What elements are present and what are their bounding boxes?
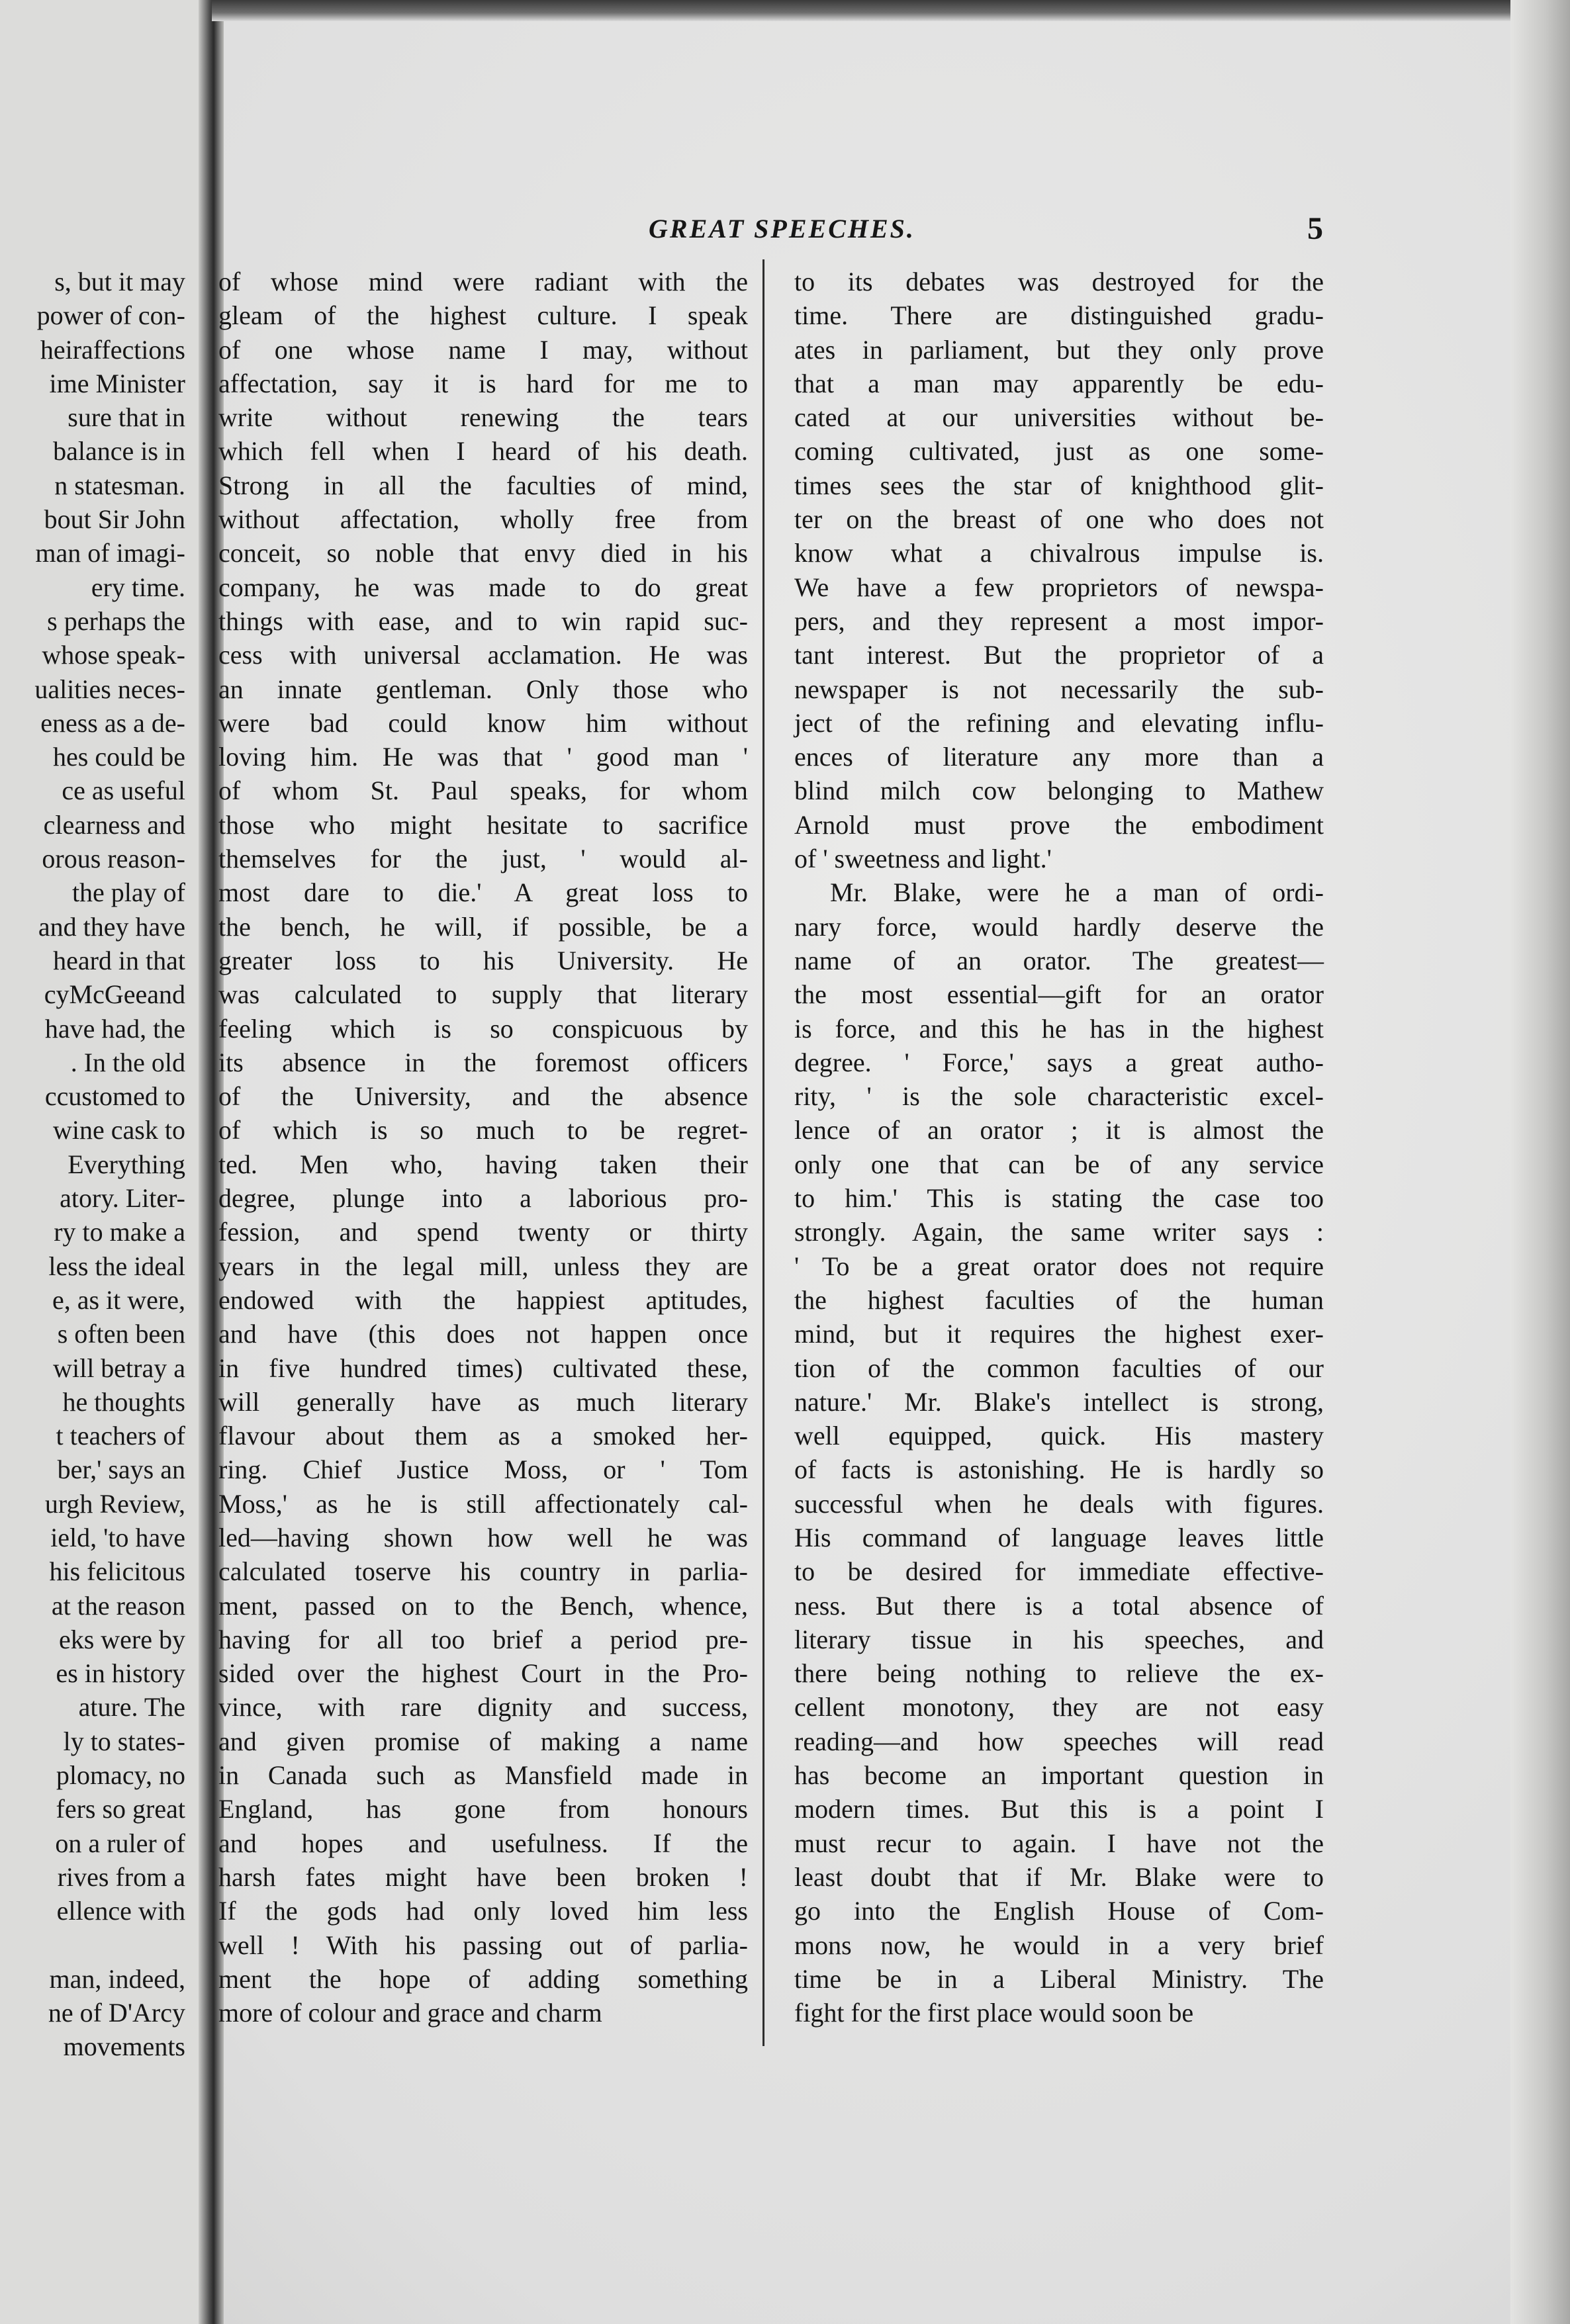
text-line: We have a few proprietors of newspa- [794, 572, 1324, 602]
text-line: fers so great [56, 1794, 185, 1824]
text-line: an innate gentleman. Only those who [218, 674, 748, 704]
text-line: of whose mind were radiant with the [218, 267, 748, 296]
text-line: ences of literature any more than a [794, 742, 1324, 772]
text-line: rity, ' is the sole characteristic excel- [794, 1081, 1324, 1112]
text-line: Arnold must prove the embodiment [794, 809, 1324, 840]
text-line: ly to states- [63, 1726, 185, 1756]
text-line: will generally have as much literary [218, 1386, 748, 1417]
text-line: must recur to again. I have not the [794, 1828, 1324, 1858]
text-line: have had, the [44, 1013, 185, 1044]
text-line: nary force, would hardly deserve the [794, 911, 1324, 942]
text-line: things with ease, and to win rapid suc- [218, 605, 748, 636]
text-line: and hopes and usefulness. If the [218, 1828, 748, 1858]
text-line: bout Sir John [44, 504, 185, 535]
text-line: its absence in the foremost officers [218, 1047, 748, 1077]
text-line: cess with universal acclamation. He was [218, 640, 748, 670]
text-line: man, indeed, [49, 1963, 185, 1994]
text-line: of the University, and the absence [218, 1081, 748, 1112]
text-line: without affectation, wholly free from [218, 504, 748, 535]
text-line: years in the legal mill, unless they are [218, 1251, 748, 1281]
text-line: less the ideal [48, 1251, 185, 1281]
text-line: of one whose name I may, without [218, 334, 748, 365]
text-line: ualities neces- [34, 674, 185, 704]
text-line: least doubt that if Mr. Blake were to [794, 1861, 1324, 1892]
page-number: 5 [1307, 211, 1323, 246]
text-line: rives from a [57, 1861, 185, 1892]
text-line: on a ruler of [55, 1828, 185, 1858]
text-line: and given promise of making a name [218, 1726, 748, 1756]
text-line: ment, passed on to the Bench, whence, [218, 1590, 748, 1621]
text-line: ter on the breast of one who does not [794, 504, 1324, 535]
text-line: literary tissue in his speeches, and [794, 1624, 1324, 1654]
text-line: harsh fates might have been broken ! [218, 1861, 748, 1892]
right-text-column [794, 265, 1324, 2030]
text-line: in Canada such as Mansfield made in [218, 1760, 748, 1791]
text-line: s often been [57, 1319, 185, 1349]
text-line: greater loss to his University. He [218, 945, 748, 975]
text-line: atory. Liter- [60, 1183, 185, 1214]
text-line: ness. But there is a total absence of [794, 1590, 1324, 1621]
text-line: the bench, he will, if possible, be a [218, 911, 748, 942]
text-line: t teachers of [56, 1421, 185, 1451]
text-line: to its debates was destroyed for the [794, 267, 1324, 296]
text-line: feeling which is so conspicuous by [218, 1013, 748, 1044]
text-line: balance is in [53, 436, 185, 467]
text-line: Moss,' as he is still affectionately cal- [218, 1488, 748, 1519]
text-line: eks were by [58, 1624, 185, 1654]
text-line: s perhaps the [47, 605, 185, 636]
text-line: blind milch cow belonging to Mathew [794, 776, 1324, 806]
text-line: wine cask to [53, 1115, 185, 1145]
text-line: n statesman. [54, 470, 185, 500]
previous-page-fragment [0, 0, 213, 2324]
text-line: Everything [68, 1149, 185, 1179]
text-line: nature.' Mr. Blake's intellect is strong, [794, 1386, 1324, 1417]
text-line: time. There are distinguished gradu- [794, 300, 1324, 331]
text-line: most dare to die.' A great loss to [218, 877, 748, 908]
column-divider [762, 259, 764, 2046]
text-line: time be in a Liberal Ministry. The [794, 1963, 1324, 1994]
text-line: ted. Men who, having taken their [218, 1149, 748, 1179]
text-line: reading—and how speeches will read [794, 1726, 1324, 1756]
text-line: ellence with [56, 1896, 185, 1926]
text-line: the highest faculties of the human [794, 1284, 1324, 1315]
text-line: heard in that [53, 945, 185, 975]
text-line: in five hundred times) cultivated these, [218, 1353, 748, 1383]
text-line: . In the old [70, 1047, 185, 1077]
text-line: fight for the first place would soon be [794, 1998, 1194, 2028]
text-line: ce as useful [62, 776, 185, 806]
text-line: know what a chivalrous impulse is. [794, 538, 1324, 568]
text-line: those who might hesitate to sacrifice [218, 809, 748, 840]
text-line: ature. The [78, 1692, 185, 1722]
text-line: heiraffections [40, 334, 185, 365]
text-line: es in history [56, 1658, 185, 1689]
text-line: ber,' says an [57, 1454, 185, 1485]
text-line: ject of the refining and elevating influ- [794, 707, 1324, 738]
text-line: clearness and [43, 809, 185, 840]
text-line: well ! With his passing out of parlia- [218, 1930, 748, 1960]
text-line: ' To be a great orator does not require [794, 1251, 1324, 1281]
text-line: ring. Chief Justice Moss, or ' Tom [218, 1454, 748, 1485]
text-line: to him.' This is stating the case too [794, 1183, 1324, 1214]
text-line: has become an important question in [794, 1760, 1324, 1791]
text-line: name of an orator. The greatest— [794, 945, 1324, 975]
text-line: newspaper is not necessarily the sub- [794, 674, 1324, 704]
text-line: there being nothing to relieve the ex- [794, 1658, 1324, 1689]
text-line: of ' sweetness and light.' [794, 844, 1052, 874]
top-scan-border [212, 0, 1570, 21]
text-line: ates in parliament, but they only prove [794, 334, 1324, 365]
text-line: fession, and spend twenty or thirty [218, 1217, 748, 1247]
text-line: will betray a [53, 1353, 185, 1383]
text-line: affectation, say it is hard for me to [218, 368, 748, 398]
text-line: more of colour and grace and charm [218, 1998, 602, 2028]
text-line: led—having shown how well he was [218, 1522, 748, 1552]
text-line: well equipped, quick. His mastery [794, 1421, 1324, 1451]
text-line: times sees the star of knighthood glit- [794, 470, 1324, 500]
text-line: degree, plunge into a laborious pro- [218, 1183, 748, 1214]
text-line: gleam of the highest culture. I speak [218, 300, 748, 331]
text-line: and they have [38, 911, 185, 942]
text-line: Mr. Blake, were he a man of ordi- [830, 877, 1324, 908]
text-line: degree. ' Force,' says a great autho- [794, 1047, 1324, 1077]
text-line: If the gods had only loved him less [218, 1896, 748, 1926]
text-line: power of con- [36, 300, 185, 331]
text-line: ry to make a [54, 1217, 185, 1247]
text-line: only one that can be of any service [794, 1149, 1324, 1179]
text-line: calculated toserve his country in parlia- [218, 1556, 748, 1587]
text-line: ne of D'Arcy [48, 1998, 185, 2028]
text-line: mind, but it requires the highest exer- [794, 1319, 1324, 1349]
text-line: lence of an orator ; it is almost the [794, 1115, 1324, 1145]
text-line: tion of the common faculties of our [794, 1353, 1324, 1383]
text-line: e, as it were, [52, 1284, 185, 1315]
text-line: themselves for the just, ' would al- [218, 844, 748, 874]
text-line: he thoughts [62, 1386, 185, 1417]
text-line: at the reason [51, 1590, 185, 1621]
text-line: go into the English House of Com- [794, 1896, 1324, 1926]
text-line: ery time. [91, 572, 185, 602]
text-line: is force, and this he has in the highest [794, 1013, 1324, 1044]
text-line: mons now, he would in a very brief [794, 1930, 1324, 1960]
text-line: were bad could know him without [218, 707, 748, 738]
previous-page-text-column [3, 265, 185, 2064]
text-line [3, 1928, 185, 1962]
text-line: which fell when I heard of his death. [218, 436, 748, 467]
text-line: plomacy, no [56, 1760, 185, 1791]
text-line: conceit, so noble that envy died in his [218, 538, 748, 568]
text-line: hes could be [53, 742, 185, 772]
text-line: his felicitous [49, 1556, 185, 1587]
text-line: coming cultivated, just as one some- [794, 436, 1324, 467]
text-line: that a man may apparently be edu- [794, 368, 1324, 398]
text-line: man of imagi- [35, 538, 185, 568]
text-line: pers, and they represent a most impor- [794, 605, 1324, 636]
text-line: eness as a de- [40, 707, 185, 738]
text-line: successful when he deals with figures. [794, 1488, 1324, 1519]
text-line: the most essential—gift for an orator [794, 979, 1324, 1010]
text-line: tant interest. But the proprietor of a [794, 640, 1324, 670]
text-line: ment the hope of adding something [218, 1963, 748, 1994]
text-line: ield, 'to have [50, 1522, 185, 1552]
text-line: His command of language leaves little [794, 1522, 1324, 1552]
text-line: ccustomed to [44, 1081, 185, 1112]
text-line: and have (this does not happen once [218, 1319, 748, 1349]
text-line: urgh Review, [44, 1488, 185, 1519]
text-line: modern times. But this is a point I [794, 1794, 1324, 1824]
text-line: sided over the highest Court in the Pro- [218, 1658, 748, 1689]
text-line: write without renewing the tears [218, 402, 748, 433]
text-line: vince, with rare dignity and success, [218, 1692, 748, 1722]
middle-text-column [218, 265, 748, 2030]
text-line: of which is so much to be regret- [218, 1115, 748, 1145]
text-line: whose speak- [42, 640, 185, 670]
text-line: loving him. He was that ' good man ' [218, 742, 748, 772]
text-line: England, has gone from honours [218, 1794, 748, 1824]
text-line: was calculated to supply that literary [218, 979, 748, 1010]
text-line: s, but it may [54, 267, 185, 296]
text-line: ime Minister [49, 368, 185, 398]
text-line: flavour about them as a smoked her- [218, 1421, 748, 1451]
text-line: movements [63, 2032, 185, 2062]
text-line: having for all too brief a period pre- [218, 1624, 748, 1654]
text-line: cellent monotony, they are not easy [794, 1692, 1324, 1722]
text-line: the play of [71, 877, 185, 908]
right-page-edge [1510, 0, 1570, 2324]
text-line: cated at our universities without be- [794, 402, 1324, 433]
text-line: orous reason- [42, 844, 185, 874]
text-line: to be desired for immediate effective- [794, 1556, 1324, 1587]
text-line: sure that in [68, 402, 185, 433]
text-line: strongly. Again, the same writer says : [794, 1217, 1324, 1247]
running-head: GREAT SPEECHES. [649, 214, 915, 244]
text-line: of facts is astonishing. He is hardly so [794, 1454, 1324, 1485]
text-line: cyMcGeeand [44, 979, 185, 1010]
text-line: Strong in all the faculties of mind, [218, 470, 748, 500]
text-line: company, he was made to do great [218, 572, 748, 602]
text-line: endowed with the happiest aptitudes, [218, 1284, 748, 1315]
text-line: of whom St. Paul speaks, for whom [218, 776, 748, 806]
